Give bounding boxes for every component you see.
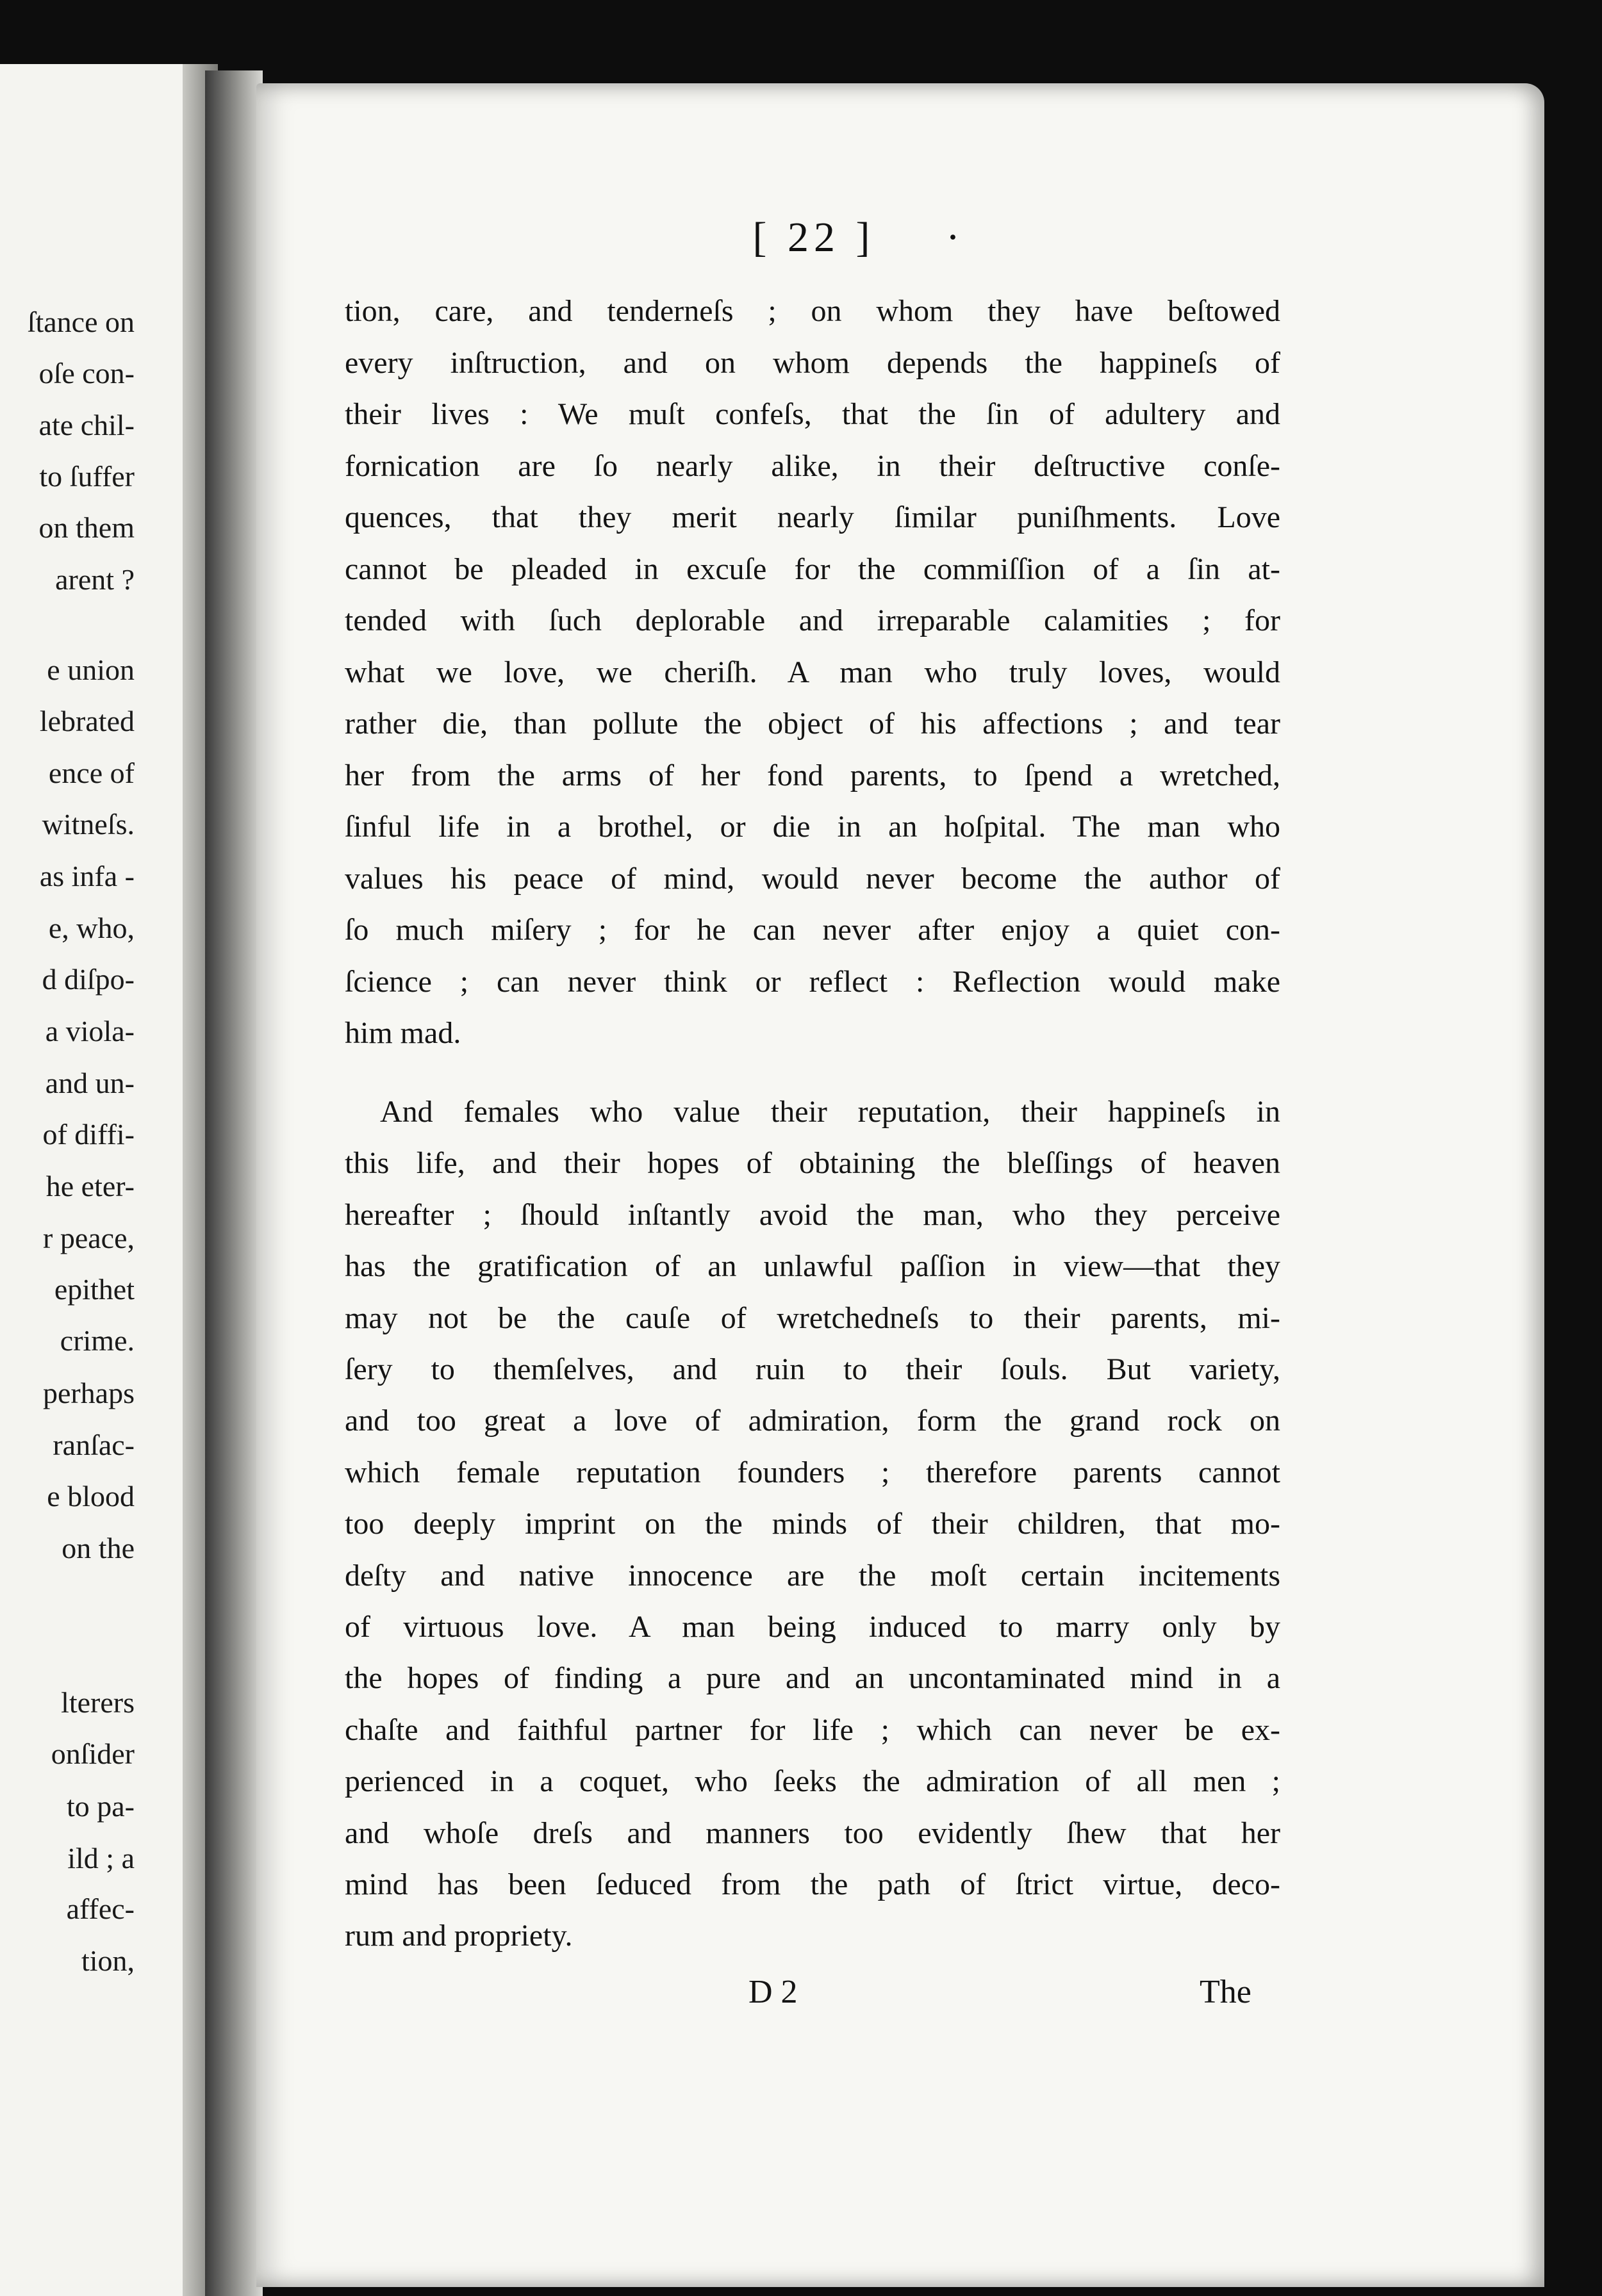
facing-page-line: d diſpo- [42, 963, 135, 996]
facing-page-line: affec- [66, 1892, 135, 1925]
text-line: mind has been ſeduced from the path of ſtrict virtue, deco- [345, 1867, 1280, 1901]
facing-page-line: a viola- [45, 1015, 135, 1047]
text-line: rum and propriety. [345, 1919, 573, 1953]
facing-page-line: lterers [61, 1686, 135, 1719]
facing-page-line: onſider [51, 1737, 135, 1770]
facing-page-line: r peace, [43, 1222, 135, 1254]
text-line: and whoſe dreſs and manners too evidently ſhew that her [345, 1816, 1280, 1850]
facing-page-line: e, who, [48, 912, 135, 944]
text-line: this life, and their hopes of obtaining the bleſſings of heaven [345, 1146, 1280, 1181]
facing-page-line: perhaps [42, 1377, 135, 1409]
facing-page-line: ate chil- [38, 409, 135, 441]
text-line: hereafter ; ſhould inſtantly avoid the man, who they perceive [345, 1197, 1280, 1232]
facing-page-line: and un- [45, 1067, 135, 1099]
text-line: ſo much miſery ; for he can never after enjoy a quiet con- [345, 913, 1280, 947]
text-line: every inſtruction, and on whom depends the happineſs of [345, 345, 1280, 380]
facing-page-line: on them [38, 511, 135, 544]
text-line: the hopes of finding a pure and an uncontaminated mind in a [345, 1661, 1280, 1696]
text-line: And females who value their reputation, their happineſs in [380, 1095, 1280, 1129]
facing-page-line: oſe con- [38, 357, 135, 390]
text-line: chaſte and faithful partner for life ; which can never be ex- [345, 1712, 1280, 1747]
facing-page-line: on the [62, 1532, 135, 1564]
text-line: her from the arms of her fond parents, to ſpend a wretched, [345, 758, 1280, 792]
facing-page-line: e blood [47, 1480, 135, 1513]
text-line: their lives : We muſt confeſs, that the ſin of adultery and [345, 397, 1280, 431]
text-line: him mad. [345, 1016, 461, 1050]
page-number-text: [ 22 ] [752, 214, 875, 261]
text-line: tended with ſuch deplorable and irreparable calamities ; for [345, 603, 1280, 637]
text-line: quences, that they merit nearly ſimilar puniſhments. Love [345, 500, 1280, 534]
facing-page-line: to ſuffer [39, 460, 135, 493]
facing-page-line: lebrated [39, 705, 135, 737]
book-binding-shadow [205, 70, 263, 2296]
text-line: ſery to themſelves, and ruin to their ſouls. But variety, [345, 1352, 1280, 1386]
text-line: what we love, we cheriſh. A man who truly loves, would [345, 655, 1280, 689]
text-line: and too great a love of admiration, form the grand rock on [345, 1404, 1280, 1438]
text-line: values his peace of mind, would never become the author of [345, 861, 1280, 896]
facing-page-line: to pa- [66, 1790, 135, 1823]
page-number [679, 213, 948, 262]
facing-page-line: witneſs. [42, 808, 135, 840]
text-line: tion, care, and tenderneſs ; on whom they have beſtowed [345, 294, 1280, 328]
facing-page-fragment [0, 64, 218, 2296]
text-line: deſty and native innocence are the moſt certain incitements [345, 1558, 1280, 1593]
text-line: too deeply imprint on the minds of their children, that mo- [345, 1507, 1280, 1541]
facing-page-line: tion, [81, 1944, 135, 1977]
facing-page-line: ſtance on [27, 306, 135, 338]
text-line: ſcience ; can never think or reflect : Reflection would make [345, 964, 1280, 999]
text-line: perienced in a coquet, who ſeeks the admiration of all men ; [345, 1764, 1280, 1799]
facing-page-line: ild ; a [67, 1842, 135, 1874]
facing-page-line: he eter- [45, 1170, 135, 1202]
signature-mark: D 2 [748, 1974, 798, 2010]
catchword: The [1200, 1974, 1251, 2010]
page-number-dot: · [946, 214, 960, 261]
facing-page-line: ranſac- [53, 1429, 135, 1461]
text-line: has the gratification of an unlawful paſſion in view—that they [345, 1249, 1280, 1284]
text-line: may not be the cauſe of wretchedneſs to their parents, mi- [345, 1300, 1280, 1335]
text-line: rather die, than pollute the object of his affections ; and tear [345, 707, 1280, 741]
facing-page-line: e union [47, 653, 135, 686]
facing-page-line: of diffi- [42, 1118, 135, 1151]
facing-page-line: as infa - [39, 860, 135, 892]
facing-page-line: epithet [54, 1273, 135, 1306]
facing-page-line: crime. [60, 1324, 135, 1357]
text-line: cannot be pleaded in excuſe for the commiſſion of a ſin at- [345, 552, 1280, 586]
text-line: which female reputation founders ; therefore parents cannot [345, 1455, 1280, 1489]
text-line: of virtuous love. A man being induced to marry only by [345, 1610, 1280, 1644]
text-line: fornication are ſo nearly alike, in their deſtructive conſe- [345, 448, 1280, 483]
facing-page-line: arent ? [55, 563, 135, 596]
facing-page-line: ence of [48, 757, 135, 789]
text-line: ſinful life in a brothel, or die in an hoſpital. The man who [345, 810, 1280, 844]
